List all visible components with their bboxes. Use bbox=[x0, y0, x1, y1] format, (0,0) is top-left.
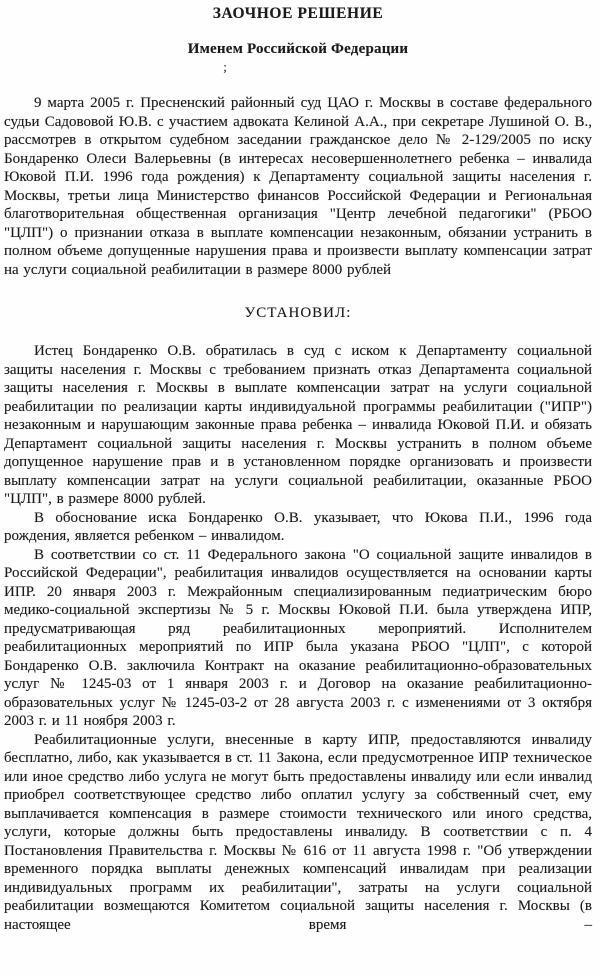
document-subtitle: Именем Российской Федерации bbox=[187, 41, 409, 57]
body-paragraph-justification: В обоснование иска Бондаренко О.В. указывает, что Юкова П.И., 1996 года рождения, является ребенком – инвалидом. bbox=[4, 509, 592, 544]
scan-artifact-mark: ; bbox=[223, 59, 227, 74]
body-paragraph-compensation: Реабилитационные услуги, внесенные в карту ИПР, предоставляются инвалиду бесплатно, либо, как указывается в ст. 11 Закона, если предусмотренное ИПР техническое или иное средство либо услуга не могут быть предоставлены инвалиду или если инвалид приобрел соответствующее средство либо оплатил услугу за собственный счет, ему выплачивается компенсация в размере стоимости технического или иного средства, услуги, которые должны быть предоставлены инвалиду. В соответствии с п. 4 Постановления Правительства г. Москвы № 616 от 11 августа 1998 г. "Об утверждении временного порядка выплаты денежных компенсаций инвалидам при реализации индивидуальных программ их реабилитации", затраты на услуги социальной реабилитации возмещаются Комитетом социальной защиты населения г. Москвы (в настоящее время – bbox=[4, 731, 592, 933]
body-paragraph-claim: Истец Бондаренко О.В. обратилась в суд с иском к Департаменту социальной защиты населения г. Москвы с требованием признать отказ Департамента социальной защиты населения г. Москвы в выплате компенсации затрат на услуги социальной реабилитации по реализации карты индивидуальной программы реабилитации ("ИПР") незаконным и нарушающим законные права ребенка – инвалида Юковой П.И. и обязать Департамент социальной защиты населения г. Москвы устранить в полном объеме допущенное нарушение прав и в установленном порядке организовать и произвести выплату компенсации затрат на услуги социальной реабилитации, оказанные РБОО "ЦЛП", в размере 8000 рублей. bbox=[4, 343, 592, 507]
document-title: ЗАОЧНОЕ РЕШЕНИЕ bbox=[212, 5, 384, 22]
body-paragraph-law-ipr: В соответствии со ст. 11 Федерального закона "О социальной защите инвалидов в Российской Федерации", реабилитация инвалидов осуществляется на основании карты ИПР. 20 января 2003 г. Межрайонным специализированным педиатрическим бюро медико-социальной экспертизы № 5 г. Москвы Юковой П.И. была утверждена ИПР, предусматривающая ряд реабилитационных мероприятий. Исполнителем реабилитационных мероприятий по ИПР была указана РБОО "ЦЛП", с которой Бондаренко О.В. заключила Контракт на оказание реабилитационно-образовательных услуг № 1245-03 от 1 января 2003 г. и Договор на оказание реабилитационно-образовательных услуг № 1245-03-2 от 28 августа 2003 г. с изменениями от 3 октября 2003 г. и 11 ноября 2003 г. bbox=[4, 546, 592, 729]
section-heading-ustanovil: УСТАНОВИЛ: bbox=[244, 305, 352, 321]
intro-paragraph: 9 марта 2005 г. Пресненский районный суд ЦАО г. Москвы в составе федерального судьи Садововой Ю.В. с участием адвоката Келиной А.А., при секретаре Лушиной О. В., рассмотрев в открытом судебном заседании гражданское дело № 2-129/2005 по иску Бондаренко Олеси Валерьевны (в интересах несовершеннолетнего ребенка – инвалида Юковой П.И. 1996 года рождения) к Департаменту социальной защиты населения г. Москвы, третьи лица Министерство финансов Российской Федерации и Региональная благотворительная общественная организация "Центр лечебной педагогики" (РБОО "ЦЛП") о признании отказа в выплате компенсации незаконным, обязании устранить в полном объеме допущенные нарушения права и произвести выплату компенсации затрат на услуги социальной реабилитации в размере 8000 рублей bbox=[4, 95, 592, 278]
